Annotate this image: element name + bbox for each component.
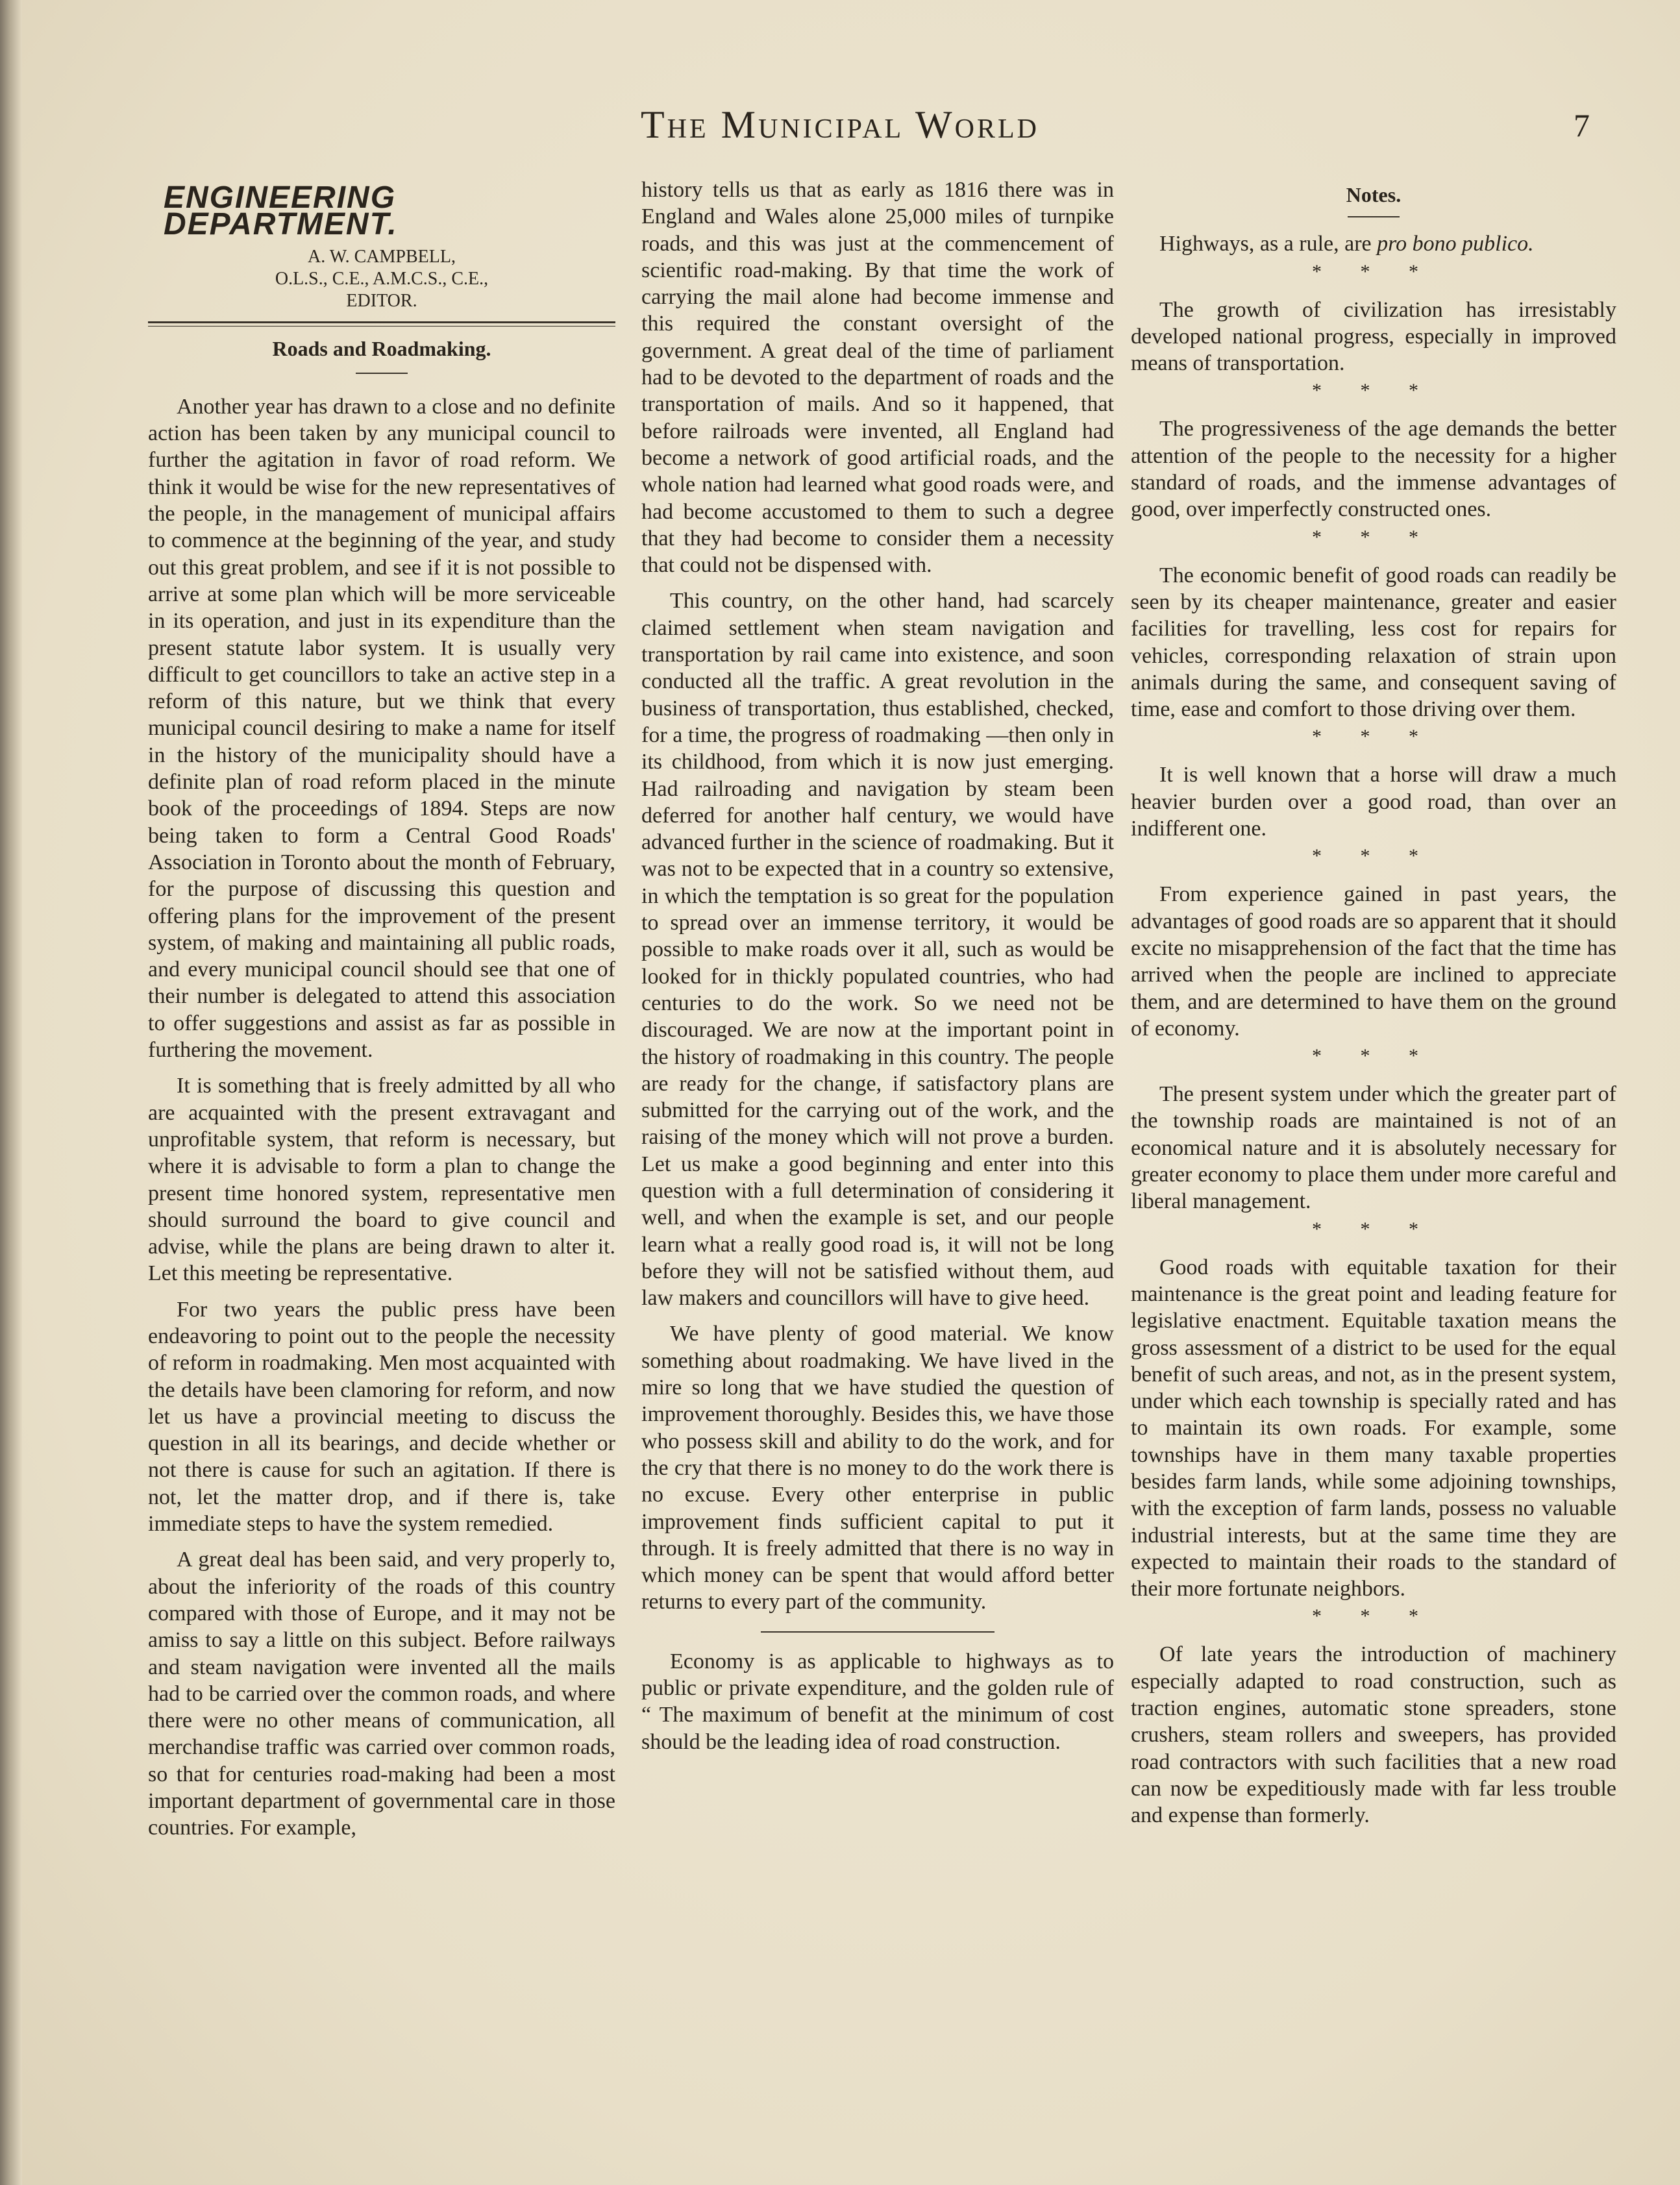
asterism-divider: * * * (1312, 260, 1435, 282)
department-title: ENGINEERING DEPARTMENT. (164, 180, 398, 242)
note-item: Of late years the introduction of machinery especially adapted to road construction, such as traction engines, automatic stone spreaders, stone crushers, steam rollers and sweepers, has provided road contractors with such facilities that a new road can now be expeditiously made with far less trouble and expense than formerly. (1131, 1642, 1616, 1828)
editor-credentials: O.L.S., C.E., A.M.C.S., C.E., (275, 268, 489, 289)
asterism-divider: * * * (1312, 845, 1435, 867)
heading-rule (356, 373, 408, 374)
closing-paragraph: Economy is as applicable to highways as to public or private expenditure, and the golden rule of “ The maximum of benefit at the minimum of cost should be the leading idea of road construction. (641, 1649, 1114, 1754)
paragraph: This country, on the other hand, had scarcely claimed settlement when steam navigation and transportation by rail came into existence, and soon conducted all the traffic. A great revolution in the business of transportation, thus established, checked, for a time, the progress of roadmaking —then only in its childhood, from which it is now just emerging. Had railroading and navigation by steam been deferred for another half century, we would have advanced further in the science of roadmaking. But it was not to be expected that in a country so extensive, in which the temptation is so great for the population to spread over an immense territory, it would be possible to make roads over it all, such as would be looked for in thickly populated countries, who had centuries to do the work. So we need not be discouraged. We are now at the important point in the history of roadmaking in this country. The people are ready for the change, if satisfactory plans are submitted for the carrying out of the work, and the raising of the money which will not prove a burden. Let us make a good beginning and enter into this question with a full determination of considering it well, and when the example is set, and our people learn what a really good road is, it will not be long before they will not be satisfied without them, aud law makers and councillors will have to give heed. (641, 589, 1114, 1311)
section-rule (761, 1631, 994, 1633)
double-rule (148, 321, 615, 327)
note-item: The present system under which the greater part of the township roads are maintained is not of an economical nature and it is absolutely necessary for greater economy to place them under more careful and liberal management. (1131, 1082, 1616, 1214)
editor-role: EDITOR. (346, 290, 417, 311)
paragraph: history tells us that as early as 1816 there was in England and Wales alone 25,000 miles of turnpike roads, and this was just at the commencement of scientific road-making. By that time the work of carrying the mail alone had become immense and this required the constant oversight of the government. A great deal of the time of parliament had to be devoted to the department of roads and the transportation of mails. And so it happened, that before railroads were invented, all England had become a network of good artificial roads, and the whole nation had learned what good roads were, and had become accustomed to them to such a degree that they had become to consider them a necessity that could not be dispensed with. (641, 178, 1114, 578)
note-latin-phrase: pro bono publico. (1377, 232, 1534, 256)
editor-name: A. W. CAMPBELL, (308, 246, 456, 267)
masthead: The Municipal World (640, 103, 1039, 146)
notes-rule (1348, 216, 1400, 217)
article-heading: Roads and Roadmaking. (272, 336, 491, 360)
asterism-divider: * * * (1312, 1218, 1435, 1240)
note-item (1131, 230, 1616, 257)
note-item: It is well known that a horse will draw a much heavier burden over a good road, than over an indifferent one. (1131, 763, 1616, 841)
note-item: Good roads with equitable taxation for their maintenance is the great point and leading feature for legislative enactment. Equitable taxation means the gross assessment of a district to be used for the equal benefit of such areas, and not, as in the present system, under which each township is specially rated and has to maintain its own roads. For example, some townships have in them many taxable properties besides farm lands, while some adjoining townships, with the exception of farm lands, possess no valuable industrial interests, but at the same time they are expected to maintain their roads to the standard of their more fortunate neighbors. (1131, 1255, 1616, 1601)
asterism-divider: * * * (1312, 1605, 1435, 1627)
paragraph: We have plenty of good material. We know something about roadmaking. We have lived in the mire so long that we have studied the question of improvement thoroughly. Besides this, we have those who possess skill and ability to do the work, and for the cry that there is no money to do the work there is no excuse. Every other enterprise in public improvement finds sufficient capital to put it through. It is freely admitted that there is no way in which money can be spent that would afford better returns to every part of the community. (641, 1322, 1114, 1614)
paragraph: For two years the public press have been endeavoring to point out to the people the necessity of reform in roadmaking. Men most acquainted with the details have been clamoring for reform, and now let us have a provincial meeting to discuss the question in all its bearings, and decide whether or not there is cause for such an agitation. If there is not, let the matter drop, and if there is, take immediate steps to have the system remedied. (148, 1297, 615, 1537)
asterism-divider: * * * (1312, 726, 1435, 748)
page-binding-edge (0, 0, 22, 2185)
column-1 (148, 177, 615, 1842)
notes-heading: Notes. (1346, 183, 1402, 206)
paragraph: It is something that is freely admitted by all who are acquainted with the present extravagant and unprofitable system, that reform is necessary, but where it is advisable to form a plan to change the present time honored system, representative men should surround the board to give council and advise, while the plans are being drawn to alter it. Let this meeting be representative. (148, 1074, 615, 1286)
note-item: The growth of civilization has irresistably developed national progress, especially in improved means of transportation. (1131, 297, 1616, 376)
asterism-divider: * * * (1312, 380, 1435, 402)
note-item: From experience gained in past years, the advantages of good roads are so apparent that it should excite no misapprehension of the fact that the time has arrived when the people are inclined to appreciate them, and are determined to have them on the ground of economy. (1131, 882, 1616, 1041)
note-item: The progressiveness of the age demands the better attention of the people to the necessity for a higher standard of roads, and the immense advantages of good, over imperfectly constructed ones. (1131, 417, 1616, 522)
note-text: Highways, as a rule, are (1159, 232, 1377, 256)
column-3 (1131, 177, 1616, 1829)
note-item: The economic benefit of good roads can readily be seen by its cheaper maintenance, greater and easier facilities for travelling, less cost for repairs for vehicles, corresponding relaxation of strain upon animals during the same, and consequent saving of time, ease and comfort to those driving over them. (1131, 563, 1616, 722)
paragraph: Another year has drawn to a close and no definite action has been taken by any municipal council to further the agitation in favor of road reform. We think it would be wise for the new representatives of the people, in the management of municipal affairs to commence at the beginning of the year, and study out this great problem, and see if it is not possible to arrive at some plan which will be more serviceable in its operation, and just in its expenditure than the present statute labor system. It is usually very difficult to get councillors to take an active step in a reform of this nature, but we think that every municipal council desiring to make a name for itself in the history of the municipality should have a definite plan of road reform placed in the minute book of the proceedings of 1894. Steps are now being taken to form a Central Good Roads' Association in Toronto about the month of February, for the purpose of discussing this question and offering plans for the improvement of the present system, of making and maintaining all public roads, and every municipal council should see that one of their number is delegated to attend this association to offer suggestions and assist as far as possible in furthering the movement. (148, 394, 615, 1063)
paragraph: A great deal has been said, and very properly to, about the inferiority of the roads of this country compared with those of Europe, and it may not be amiss to say a little on this subject. Before railways and steam navigation were invented all the mails had to be carried over the common roads, and where there were no other means of communication, all merchandise traffic was carried over common roads, so that for centuries road-making had been a most important department of governmental care in those countries. For example, (148, 1548, 615, 1840)
page-number: 7 (1574, 107, 1590, 143)
column-2 (641, 177, 1114, 1755)
asterism-divider: * * * (1312, 526, 1435, 548)
asterism-divider: * * * (1312, 1045, 1435, 1067)
